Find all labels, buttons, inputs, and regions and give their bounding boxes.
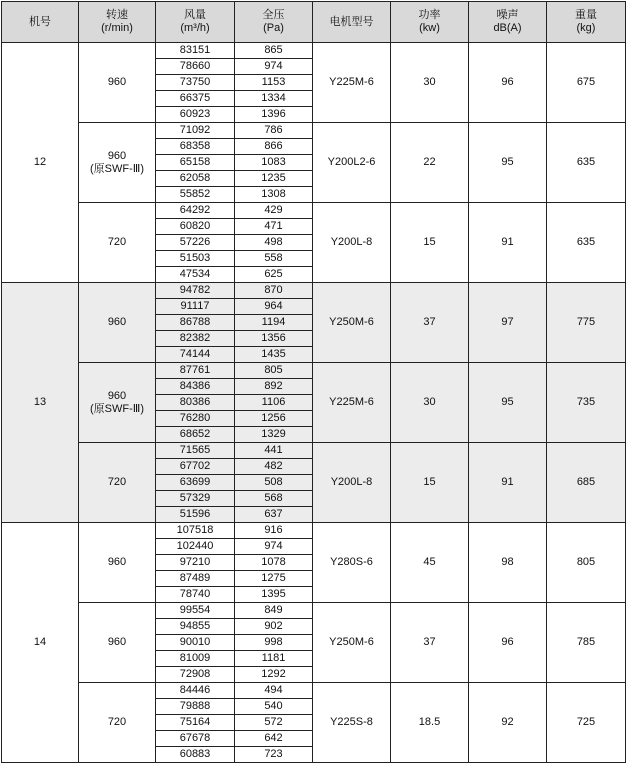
airflow-cell: 71092 — [156, 123, 235, 139]
header-unit: (kw) — [419, 22, 440, 34]
table-row — [2, 283, 626, 299]
airflow-cell: 86788 — [156, 315, 235, 331]
airflow-cell: 66375 — [156, 91, 235, 107]
pressure-cell: 786 — [235, 123, 313, 139]
motor-model-cell: Y200L-8 — [313, 443, 391, 523]
table-row — [2, 523, 626, 539]
airflow-cell: 82382 — [156, 331, 235, 347]
pressure-cell: 498 — [235, 235, 313, 251]
pressure-cell: 558 — [235, 251, 313, 267]
airflow-cell: 78660 — [156, 59, 235, 75]
motor-model-cell: Y225M-6 — [313, 363, 391, 443]
header-label: 机号 — [29, 15, 51, 28]
motor-model-cell: Y250M-6 — [313, 603, 391, 683]
airflow-cell: 47534 — [156, 267, 235, 283]
header-label: 噪声 — [496, 9, 519, 22]
airflow-cell: 81009 — [156, 651, 235, 667]
airflow-cell: 76280 — [156, 411, 235, 427]
table-row — [2, 363, 626, 379]
noise-cell: 98 — [469, 523, 547, 603]
power-cell: 45 — [391, 523, 469, 603]
pressure-cell: 1395 — [235, 587, 313, 603]
noise-cell: 91 — [469, 203, 547, 283]
motor-model-cell: Y225M-6 — [313, 43, 391, 123]
header-label: 转速 — [106, 9, 128, 22]
airflow-cell: 64292 — [156, 203, 235, 219]
pressure-cell: 482 — [235, 459, 313, 475]
header-label: 电机型号 — [329, 15, 374, 28]
table-row — [2, 683, 626, 699]
airflow-cell: 87761 — [156, 363, 235, 379]
airflow-cell: 72908 — [156, 667, 235, 683]
speed-value: 960 — [107, 149, 127, 162]
pressure-cell: 540 — [235, 699, 313, 715]
speed-cell — [79, 283, 156, 363]
header-pressure — [235, 2, 313, 43]
pressure-cell: 902 — [235, 619, 313, 635]
motor-model-cell: Y200L-8 — [313, 203, 391, 283]
speed-note: (原SWF-Ⅲ) — [89, 162, 144, 175]
airflow-cell: 74144 — [156, 347, 235, 363]
weight-cell: 635 — [547, 123, 626, 203]
speed-value: 960 — [107, 556, 127, 569]
header-unit: (m³/h) — [180, 22, 210, 34]
header-label: 功率 — [418, 9, 441, 22]
pressure-cell: 1235 — [235, 171, 313, 187]
speed-value: 720 — [107, 476, 127, 489]
weight-cell: 635 — [547, 203, 626, 283]
speed-cell — [79, 203, 156, 283]
speed-cell — [79, 603, 156, 683]
pressure-cell: 870 — [235, 283, 313, 299]
airflow-cell: 60883 — [156, 747, 235, 763]
header-row — [2, 2, 626, 43]
pressure-cell: 1334 — [235, 91, 313, 107]
weight-cell: 785 — [547, 603, 626, 683]
pressure-cell: 974 — [235, 539, 313, 555]
pressure-cell: 637 — [235, 507, 313, 523]
pressure-cell: 805 — [235, 363, 313, 379]
header-unit: (Pa) — [263, 22, 284, 34]
pressure-cell: 1153 — [235, 75, 313, 91]
airflow-cell: 99554 — [156, 603, 235, 619]
pressure-cell: 441 — [235, 443, 313, 459]
pressure-cell: 849 — [235, 603, 313, 619]
pressure-cell: 892 — [235, 379, 313, 395]
motor-model-cell: Y280S-6 — [313, 523, 391, 603]
airflow-cell: 73750 — [156, 75, 235, 91]
noise-cell: 92 — [469, 683, 547, 763]
header-label: 风量 — [184, 9, 206, 22]
pressure-cell: 625 — [235, 267, 313, 283]
airflow-cell: 62058 — [156, 171, 235, 187]
pressure-cell: 1194 — [235, 315, 313, 331]
speed-value: 960 — [107, 389, 127, 402]
pressure-cell: 1181 — [235, 651, 313, 667]
power-cell: 15 — [391, 203, 469, 283]
table-row — [2, 603, 626, 619]
speed-cell — [79, 123, 156, 203]
speed-value: 720 — [107, 716, 127, 729]
noise-cell: 95 — [469, 123, 547, 203]
airflow-cell: 57226 — [156, 235, 235, 251]
pressure-cell: 998 — [235, 635, 313, 651]
speed-note: (原SWF-Ⅲ) — [89, 402, 144, 415]
pressure-cell: 1329 — [235, 427, 313, 443]
speed-cell — [79, 523, 156, 603]
airflow-cell: 68652 — [156, 427, 235, 443]
speed-value: 960 — [107, 316, 127, 329]
header-unit: (r/min) — [101, 22, 133, 34]
airflow-cell: 78740 — [156, 587, 235, 603]
pressure-cell: 1435 — [235, 347, 313, 363]
airflow-cell: 71565 — [156, 443, 235, 459]
pressure-cell: 1275 — [235, 571, 313, 587]
pressure-cell: 1356 — [235, 331, 313, 347]
header-speed — [79, 2, 156, 43]
noise-cell: 96 — [469, 43, 547, 123]
pressure-cell: 568 — [235, 491, 313, 507]
pressure-cell: 471 — [235, 219, 313, 235]
machine-no: 12 — [33, 156, 47, 169]
noise-cell: 95 — [469, 363, 547, 443]
airflow-cell: 68358 — [156, 139, 235, 155]
weight-cell: 735 — [547, 363, 626, 443]
machine-no-cell — [2, 43, 79, 283]
pressure-cell: 508 — [235, 475, 313, 491]
weight-cell: 775 — [547, 283, 626, 363]
airflow-cell: 67678 — [156, 731, 235, 747]
airflow-cell: 60820 — [156, 219, 235, 235]
pressure-cell: 429 — [235, 203, 313, 219]
table-row — [2, 123, 626, 139]
airflow-cell: 60923 — [156, 107, 235, 123]
pressure-cell: 723 — [235, 747, 313, 763]
airflow-cell: 91117 — [156, 299, 235, 315]
weight-cell: 725 — [547, 683, 626, 763]
table-row — [2, 43, 626, 59]
motor-model-cell: Y200L2-6 — [313, 123, 391, 203]
airflow-cell: 83151 — [156, 43, 235, 59]
airflow-cell: 107518 — [156, 523, 235, 539]
machine-no-cell — [2, 283, 79, 523]
airflow-cell: 63699 — [156, 475, 235, 491]
speed-cell — [79, 443, 156, 523]
speed-value: 960 — [107, 636, 127, 649]
airflow-cell: 67702 — [156, 459, 235, 475]
power-cell: 18.5 — [391, 683, 469, 763]
airflow-cell: 94855 — [156, 619, 235, 635]
header-airflow — [156, 2, 235, 43]
pressure-cell: 494 — [235, 683, 313, 699]
airflow-cell: 75164 — [156, 715, 235, 731]
header-noise — [469, 2, 547, 43]
fan-spec-table — [1, 1, 626, 763]
weight-cell: 675 — [547, 43, 626, 123]
pressure-cell: 866 — [235, 139, 313, 155]
speed-value: 720 — [107, 236, 127, 249]
pressure-cell: 1256 — [235, 411, 313, 427]
header-label: 全压 — [262, 9, 285, 22]
pressure-cell: 572 — [235, 715, 313, 731]
pressure-cell: 974 — [235, 59, 313, 75]
pressure-cell: 1308 — [235, 187, 313, 203]
airflow-cell: 51503 — [156, 251, 235, 267]
airflow-cell: 51596 — [156, 507, 235, 523]
airflow-cell: 94782 — [156, 283, 235, 299]
pressure-cell: 865 — [235, 43, 313, 59]
noise-cell: 91 — [469, 443, 547, 523]
machine-no: 14 — [33, 636, 47, 649]
pressure-cell: 916 — [235, 523, 313, 539]
noise-cell: 96 — [469, 603, 547, 683]
table-row — [2, 203, 626, 219]
pressure-cell: 1083 — [235, 155, 313, 171]
table-row — [2, 443, 626, 459]
pressure-cell: 642 — [235, 731, 313, 747]
power-cell: 15 — [391, 443, 469, 523]
pressure-cell: 1396 — [235, 107, 313, 123]
weight-cell: 685 — [547, 443, 626, 523]
header-label: 重量 — [575, 9, 597, 22]
machine-no: 13 — [33, 396, 47, 409]
airflow-cell: 80386 — [156, 395, 235, 411]
machine-no-cell — [2, 523, 79, 763]
airflow-cell: 79888 — [156, 699, 235, 715]
header-machine-no — [2, 2, 79, 43]
airflow-cell: 84386 — [156, 379, 235, 395]
power-cell: 30 — [391, 363, 469, 443]
power-cell: 37 — [391, 603, 469, 683]
power-cell: 22 — [391, 123, 469, 203]
noise-cell: 97 — [469, 283, 547, 363]
pressure-cell: 964 — [235, 299, 313, 315]
airflow-cell: 90010 — [156, 635, 235, 651]
header-unit: dB(A) — [493, 22, 522, 34]
speed-cell — [79, 683, 156, 763]
header-motor-model — [313, 2, 391, 43]
airflow-cell: 65158 — [156, 155, 235, 171]
power-cell: 37 — [391, 283, 469, 363]
table-body — [2, 43, 626, 763]
header-unit: (kg) — [576, 22, 596, 34]
speed-value: 960 — [107, 76, 127, 89]
header-weight — [547, 2, 626, 43]
speed-cell — [79, 43, 156, 123]
pressure-cell: 1292 — [235, 667, 313, 683]
power-cell: 30 — [391, 43, 469, 123]
airflow-cell: 97210 — [156, 555, 235, 571]
motor-model-cell: Y225S-8 — [313, 683, 391, 763]
motor-model-cell: Y250M-6 — [313, 283, 391, 363]
airflow-cell: 84446 — [156, 683, 235, 699]
speed-cell — [79, 363, 156, 443]
airflow-cell: 102440 — [156, 539, 235, 555]
header-power — [391, 2, 469, 43]
airflow-cell: 87489 — [156, 571, 235, 587]
pressure-cell: 1078 — [235, 555, 313, 571]
pressure-cell: 1106 — [235, 395, 313, 411]
airflow-cell: 57329 — [156, 491, 235, 507]
weight-cell: 805 — [547, 523, 626, 603]
airflow-cell: 55852 — [156, 187, 235, 203]
